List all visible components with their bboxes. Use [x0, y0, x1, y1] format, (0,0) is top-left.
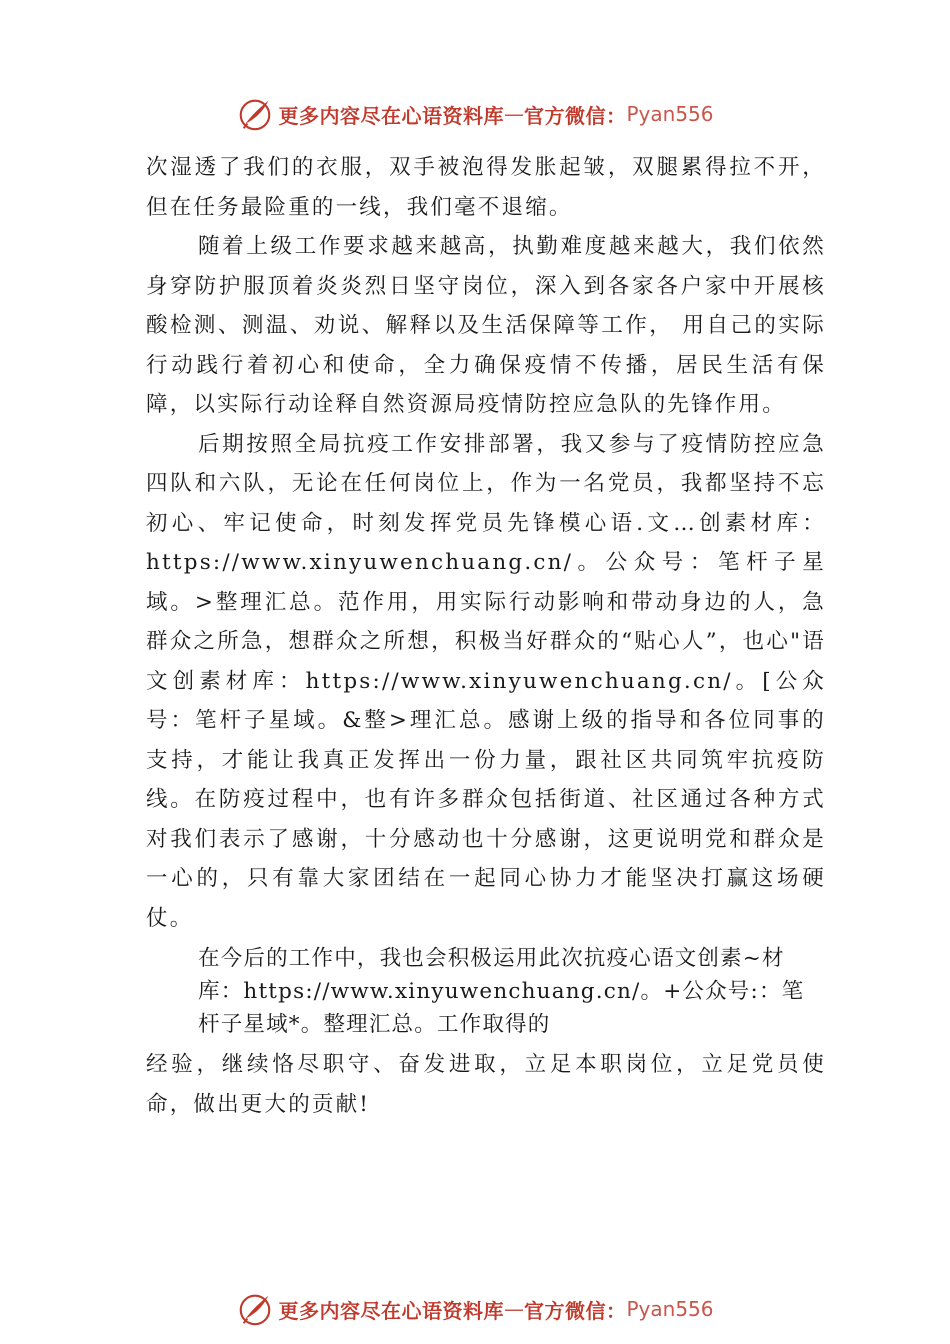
- header-wechat-label: 官方微信：: [523, 103, 627, 128]
- header-banner: [0, 92, 950, 136]
- quill-logo-icon: [236, 95, 274, 133]
- header-title: 更多内容尽在心语资料库: [278, 103, 504, 128]
- footer-wechat-label: 官方微信：: [523, 1298, 627, 1323]
- paragraph-4: 在今后的工作中，我也会积极运用此次抗疫心语文创素~材库：https://www.xinyuwenchuang.cn/。+公众号:：笔杆子星域*。整理汇总。工作取得的: [198, 946, 805, 1037]
- paragraph-3: 后期按照全局抗疫工作安排部署，我又参与了疫情防控应急四队和六队，无论在任何岗位上，作为一名党员，我都坚持不忘初心、牢记使命，时刻发挥党员先锋模心语.文…创素材库：https://www.xinyuwenchuang.cn/。公众号：笔杆子星域。>整理汇总。范作用，用实际行动影响和带动身边的人，急群众之所急，想群众之所想，积极当好群众的“贴心人”，也心"语文创素材库：https://www.xinyuwenchuang.cn/。[公众号：笔杆子星域。&整>理汇总。感谢上级的指导和各位同事的支持，才能让我真正发挥出一份力量，跟社区共同筑牢抗疫防线。在防疫过程中，也有许多群众包括街道、社区通过各种方式对我们表示了感谢，十分感动也十分感谢，这更说明党和群众是一心的，只有靠大家团结在一起同心协力才能坚决打赢这场硬仗。: [146, 431, 826, 931]
- footer-title: 更多内容尽在心语资料库: [278, 1298, 504, 1323]
- paragraph-2: 随着上级工作要求越来越高，执勤难度越来越大，我们依然身穿防护服顶着炎炎烈日坚守岗位，深入到各家各户家中开展核酸检测、测温、劝说、解释以及生活保障等工作， 用自己的实际行动践行着初心和使命，全力确保疫情不传播，居民生活有保障，以实际行动诠释自然资源局疫情防控应急队的先锋作用。: [146, 234, 826, 417]
- paragraph-1: 次湿透了我们的衣服，双手被泡得发胀起皱，双腿累得拉不开，但在任务最险重的一线，我们毫不退缩。: [146, 155, 826, 220]
- quill-logo-icon: [236, 1290, 274, 1328]
- paragraph-5: 经验，继续恪尽职守、奋发进取，立足本职岗位，立足党员使命，做出更大的贡献!: [146, 1052, 826, 1117]
- footer-dash: —: [503, 1297, 524, 1321]
- footer-wechat-id: Pyan556: [626, 1297, 714, 1321]
- document-body: [146, 148, 826, 1124]
- header-wechat-id: Pyan556: [626, 102, 714, 126]
- footer-banner: [0, 1287, 950, 1331]
- header-dash: —: [503, 102, 524, 126]
